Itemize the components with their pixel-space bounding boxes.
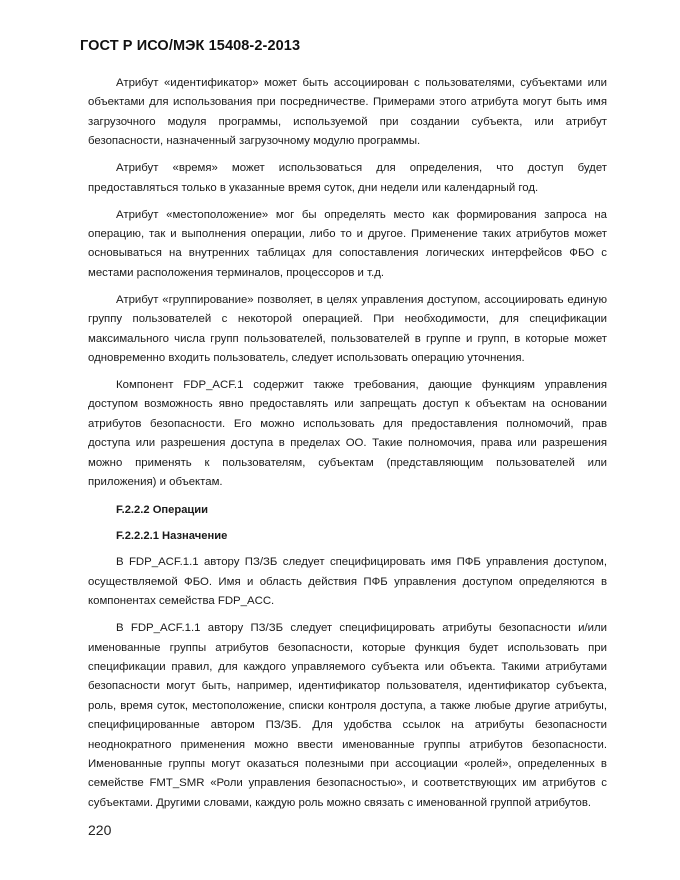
document-body (88, 74, 607, 821)
paragraph-identifier-attribute: Атрибут «идентификатор» может быть ассоциирован с пользователями, субъектами или объектами для использования при посредничестве. Примерами этого атрибута могут быть имя загрузочного модуля программы, используемой при создании субъекта, или атрибут безопасности, назначенный загрузочному модулю программы. (88, 77, 607, 148)
paragraph-time-attribute: Атрибут «время» может использоваться для определения, что доступ будет предоставляться только в указанные время суток, дни недели или календарный год. (88, 162, 607, 194)
paragraph-assignment-sfp-name: В FDP_ACF.1.1 автору ПЗ/ЗБ следует специфицировать имя ПФБ управления доступом, осуществляемой ФБО. Имя и область действия ПФБ управления доступом определяются в компонентах семейства FDP_ACC. (88, 556, 607, 608)
page-number: 220 (88, 822, 112, 838)
document-header: ГОСТ Р ИСО/МЭК 15408-2-2013 (80, 38, 301, 54)
section-heading-assignment: F.2.2.2.1 Назначение (116, 529, 228, 542)
section-heading-operations: F.2.2.2 Операции (116, 503, 209, 516)
paragraph-location-attribute: Атрибут «местоположение» мог бы определять место как формирования запроса на операцию, так и выполнения операции, либо то и другое. Применение таких атрибутов может основываться на внутренних таблицах для сопоставления логических интерфейсов ФБО с местами расположения терминалов, процессоров и т.д. (88, 208, 607, 279)
paragraph-assignment-attributes: В FDP_ACF.1.1 автору ПЗ/ЗБ следует специфицировать атрибуты безопасности и/или именованные группы атрибутов безопасности, которые функция будет использовать при спецификации правил, для каждого управляемого субъекта или объекта. Такими атрибутами безопасности могут быть, например, идентификатор пользователя, идентификатор субъекта, роль, время суток, местоположение, списки контроля доступа, а также любые другие атрибуты, специфицированные автором ПЗ/ЗБ. Для удобства ссылок на атрибуты безопасности неоднократного применения можно ввести именованные группы атрибутов безопасности. Именованные группы могут оказаться полезными при ассоциации «ролей», определенных в семействе FMT_SMR «Роли управления безопасностью», и соответствующих им атрибутов с субъектами. Другими словами, каждую роль можно связать с именованной группой атрибутов. (88, 622, 607, 809)
paragraph-fdp-acf1-component: Компонент FDP_ACF.1 содержит также требования, дающие функциям управления доступом возможность явно предоставлять или запрещать доступ к объектам на основании атрибутов безопасности. Его можно использовать для предоставления полномочий, прав доступа или разрешения доступа в пределах ОО. Такие полномочия, права или разрешения можно применять к пользователям, субъектам (представляющим пользователей или приложения) и объектам. (88, 379, 607, 489)
paragraph-grouping-attribute: Атрибут «группирование» позволяет, в целях управления доступом, ассоциировать единую группу пользователей с некоторой операцией. При необходимости, для спецификации максимального числа групп пользователей, пользователей в группе и групп, в которые может одновременно входить пользователь, следует использовать операцию уточнения. (88, 293, 607, 365)
